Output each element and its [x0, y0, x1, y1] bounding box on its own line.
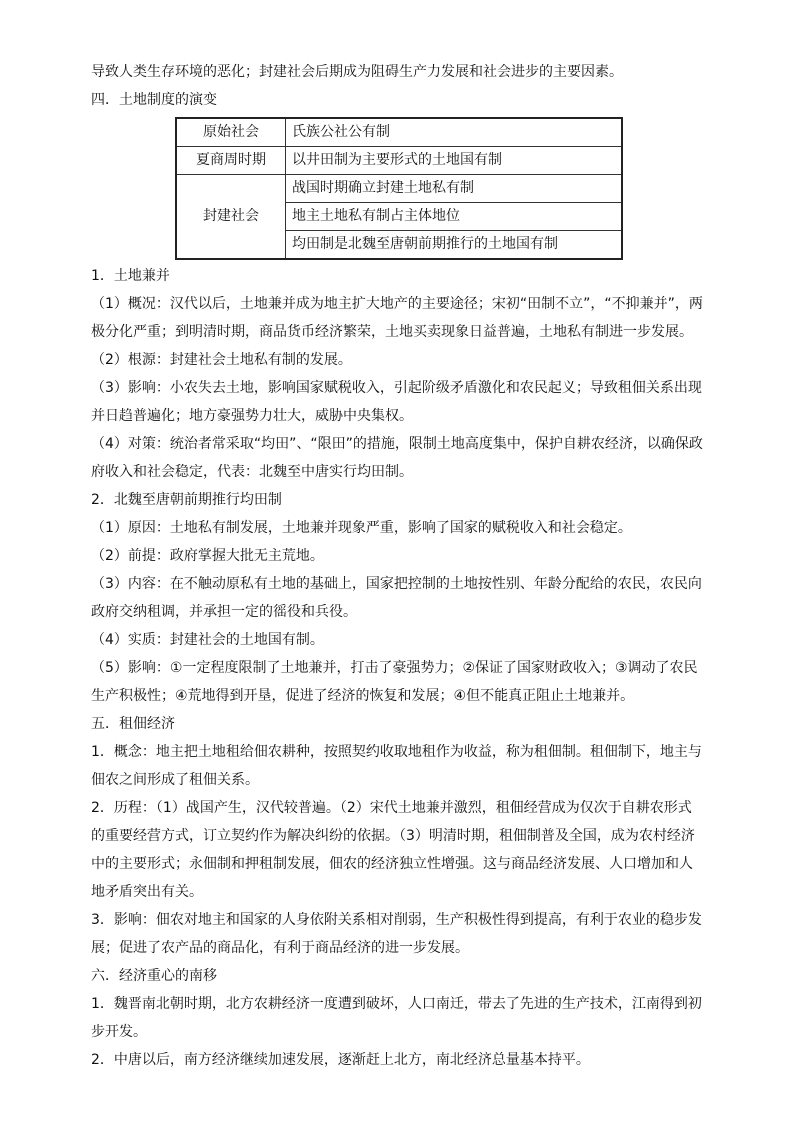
section-heading: 1．土地兼并: [91, 268, 170, 284]
section-heading: 六．经济重心的南移: [91, 968, 217, 984]
text-line: 地矛盾突出有关。: [91, 884, 203, 900]
text-line: 1．概念：地主把土地租给佃农耕种，按照契约收取地租作为收益，称为租佃制。租佃制下，地主与: [91, 744, 702, 760]
text-line: 展；促进了农产品的商品化，有利于商品经济的进一步发展。: [91, 940, 469, 956]
text-line: 生产积极性；④荒地得到开垦，促进了经济的恢复和发展；④但不能真正阻止土地兼并。: [91, 688, 635, 704]
era-cell: 夏商周时期: [176, 147, 286, 175]
system-cell: 以井田制为主要形式的土地国有制: [286, 147, 623, 175]
system-cell: 氏族公社公有制: [286, 118, 623, 147]
land-system-table: [175, 117, 623, 260]
text-line: 2．中唐以后，南方经济继续加速发展，逐渐赶上北方，南北经济总量基本持平。: [91, 1052, 590, 1068]
text-line: 佃农之间形成了租佃关系。: [91, 772, 259, 788]
text-line: 导致人类生存环境的恶化；封建社会后期成为阻碍生产力发展和社会进步的主要因素。: [91, 64, 623, 80]
table-row: [176, 118, 622, 147]
text-line: （3）内容：在不触动原私有土地的基础上，国家把控制的土地按性别、年龄分配给的农民，农民向: [91, 576, 702, 592]
system-cell: 地主土地私有制占主体地位: [286, 203, 623, 231]
text-line: （2）根源：封建社会土地私有制的发展。: [91, 352, 352, 368]
text-line: 极分化严重；到明清时期，商品货币经济繁荣，土地买卖现象日益普遍，土地私有制进一步发展。: [91, 324, 693, 340]
section-heading: 2．北魏至唐朝前期推行均田制: [91, 492, 282, 508]
text-line: 政府交纳租调，并承担一定的徭役和兵役。: [91, 604, 357, 620]
text-line: （3）影响：小农失去土地，影响国家赋税收入，引起阶级矛盾激化和农民起义；导致租佃关系出现: [91, 380, 702, 396]
text-line: 中的主要形式；永佃制和押租制发展，佃农的经济独立性增强。这与商品经济发展、人口增加和人: [91, 856, 693, 872]
era-cell: 原始社会: [176, 118, 286, 147]
text-line: 3．影响：佃农对地主和国家的人身依附关系相对削弱，生产积极性得到提高，有利于农业的稳步发: [91, 912, 702, 928]
era-cell: 封建社会: [176, 175, 286, 260]
text-line: （1）概况：汉代以后，土地兼并成为地主扩大地产的主要途径；宋初“田制不立”，“不抑兼并”，两: [91, 296, 703, 312]
section-heading: 五．租佃经济: [91, 716, 175, 732]
text-line: 步开发。: [91, 1024, 147, 1040]
document-page: [91, 58, 711, 1074]
text-line: （2）前提：政府掌握大批无主荒地。: [91, 548, 324, 564]
text-line: （4）实质：封建社会的土地国有制。: [91, 632, 324, 648]
text-line: 府收入和社会稳定，代表：北魏至中唐实行均田制。: [91, 464, 413, 480]
section-heading: 四．土地制度的演变: [91, 92, 217, 108]
system-cell: 均田制是北魏至唐朝前期推行的土地国有制: [286, 231, 623, 260]
text-line: 1．魏晋南北朝时期，北方农耕经济一度遭到破坏，人口南迁，带去了先进的生产技术，江南得到初: [91, 996, 702, 1012]
table-row: [176, 147, 622, 175]
system-cell: 战国时期确立封建土地私有制: [286, 175, 623, 203]
text-line: 并日趋普遍化；地方豪强势力壮大，威胁中央集权。: [91, 408, 413, 424]
text-line: （5）影响：①一定程度限制了土地兼并，打击了豪强势力；②保证了国家财政收入；③调动了农民: [91, 660, 698, 676]
text-line: （1）原因：土地私有制发展，土地兼并现象严重，影响了国家的赋税收入和社会稳定。: [91, 520, 632, 536]
text-line: （4）对策：统治者常采取“均田”、“限田”的措施，限制土地高度集中，保护自耕农经济，以确保政: [91, 436, 703, 452]
text-line: 2．历程：（1）战国产生，汉代较普遍。（2）宋代土地兼并激烈，租佃经营成为仅次于自耕农形式: [91, 800, 692, 816]
text-line: 的重要经营方式，订立契约作为解决纠纷的依据。（3）明清时期，租佃制普及全国，成为农村经济: [91, 828, 695, 844]
table-row: [176, 175, 622, 203]
